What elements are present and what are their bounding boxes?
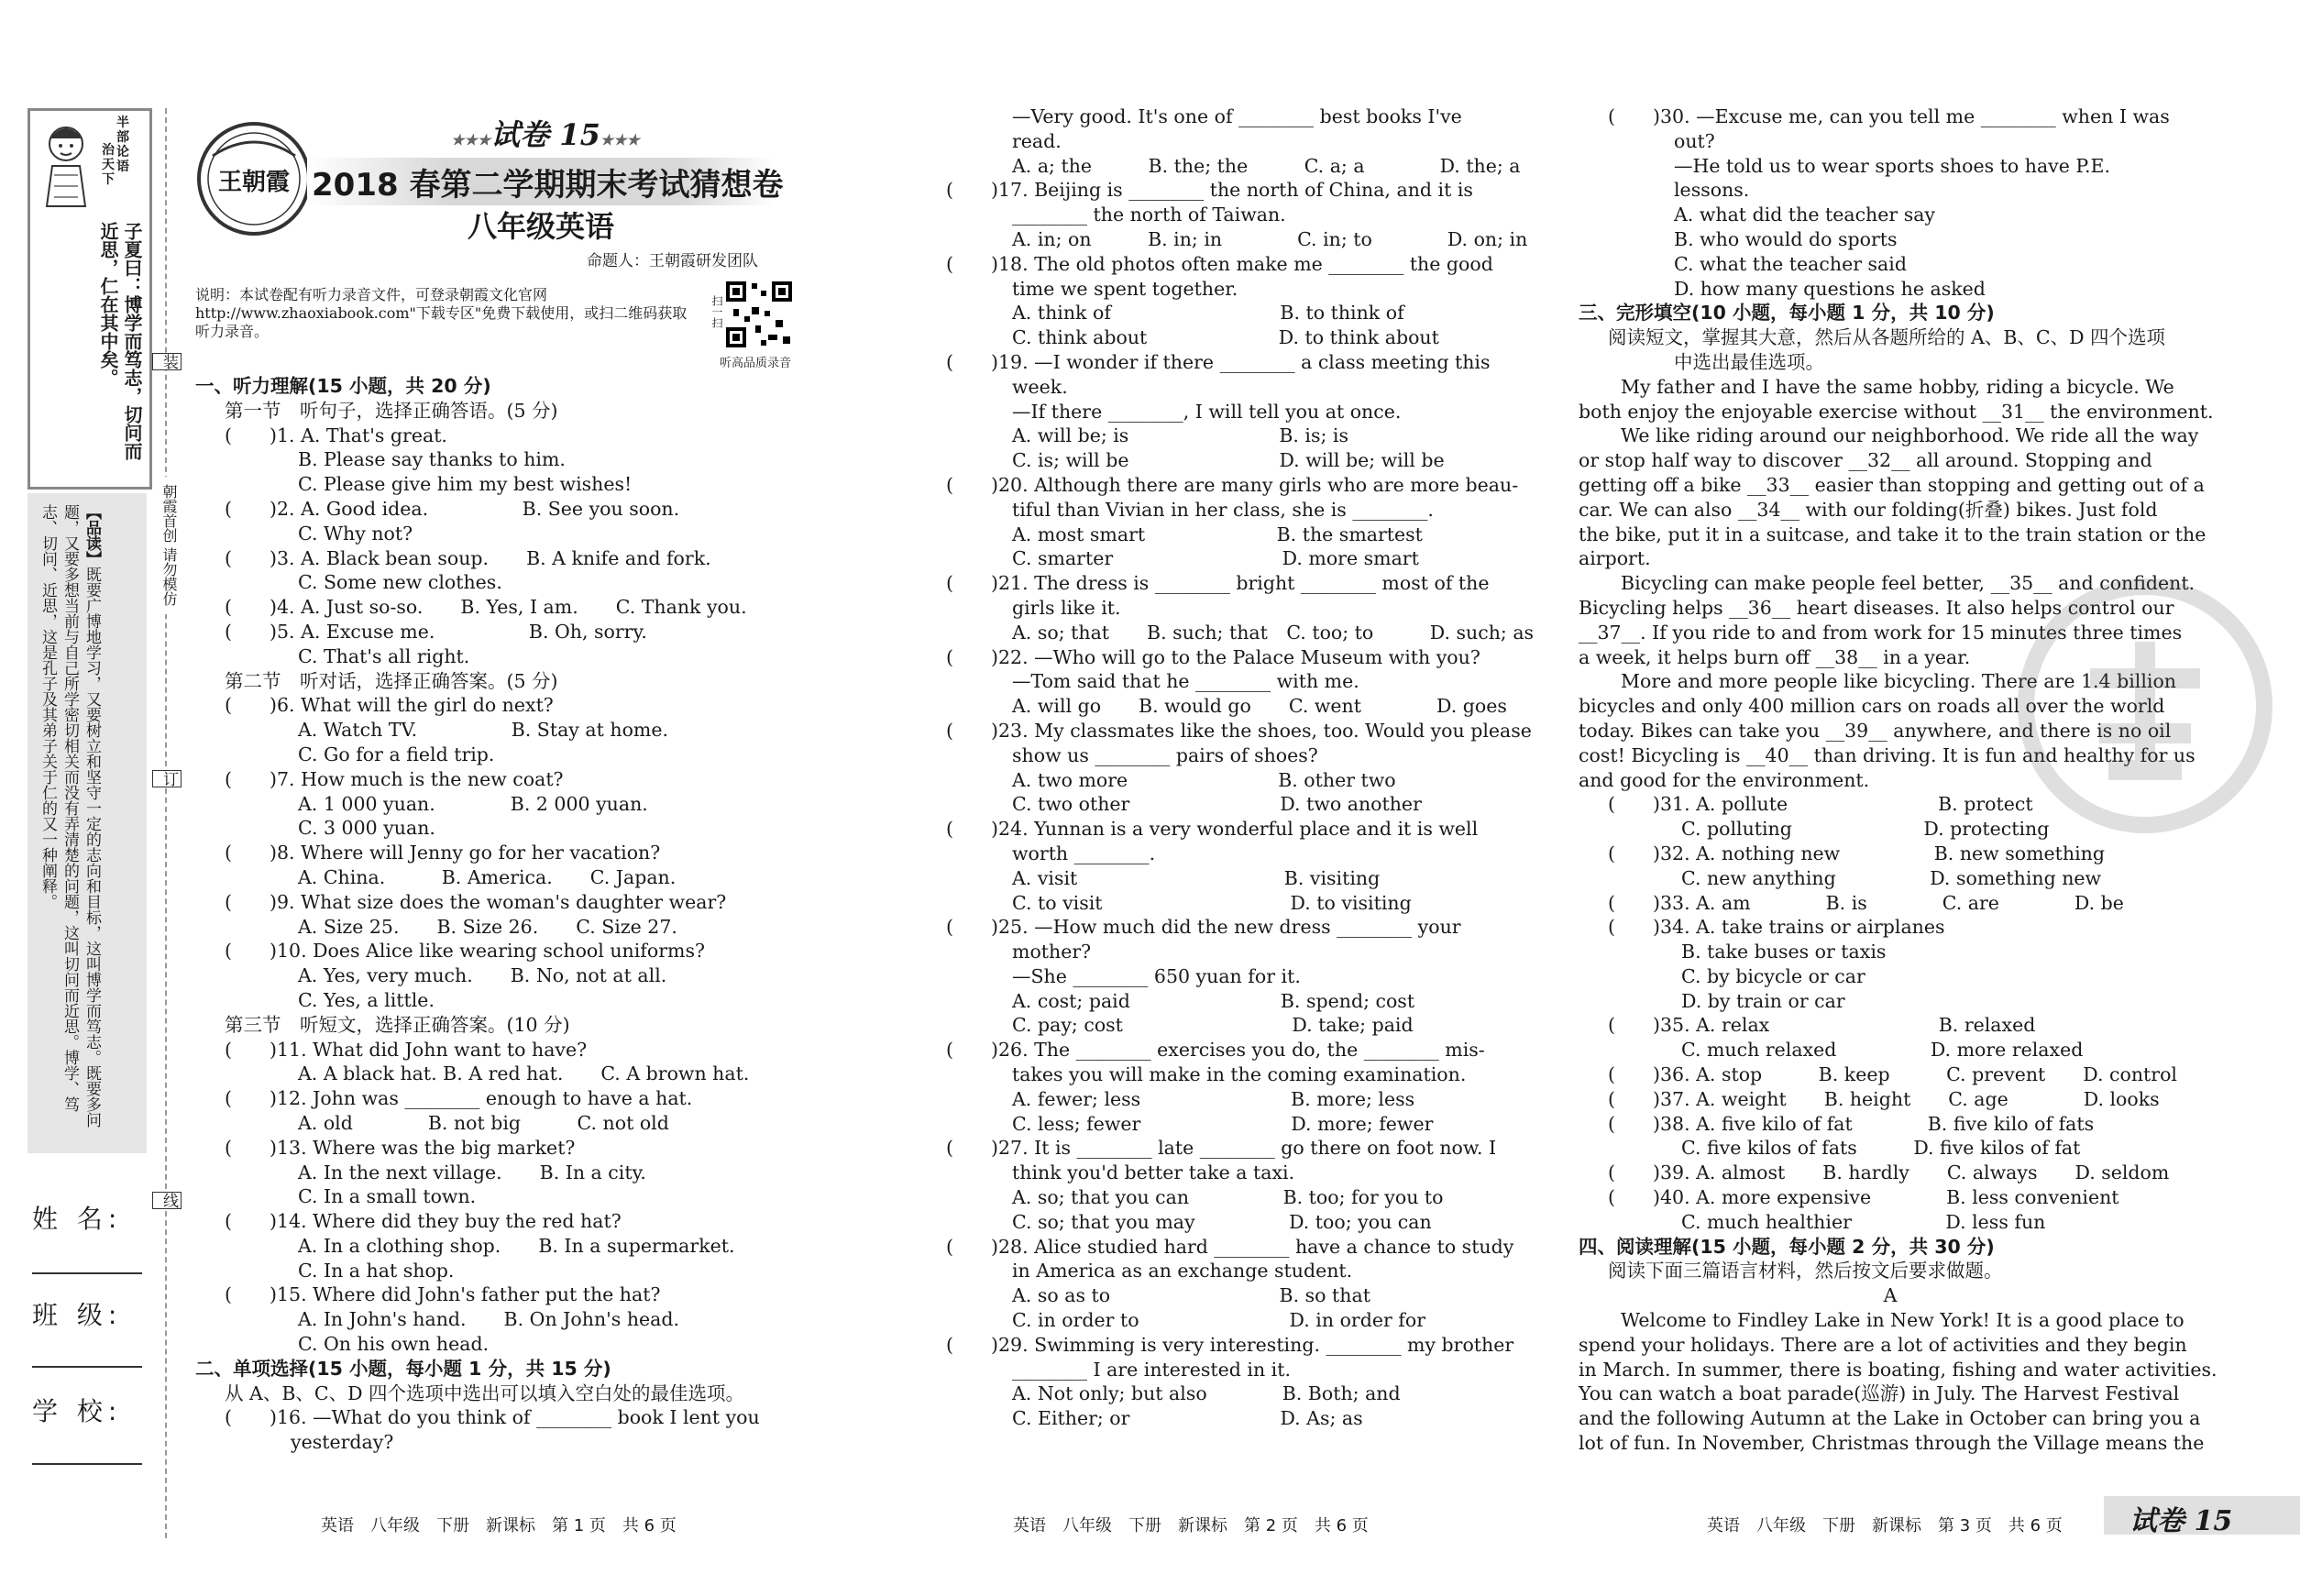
text-line: 第一节 听句子，选择正确答语。(5 分) [225, 399, 558, 422]
school-label: 学 校: [32, 1396, 123, 1426]
scan-label: 扫一扫 [710, 295, 723, 328]
text-line: You can watch a boat parade(巡游) in July. The Harvest Festival [1579, 1382, 2180, 1405]
text-line: C. five kilos of fats D. five kilos of fat [1681, 1137, 2081, 1160]
text-line: time we spent together. [1012, 277, 1238, 300]
text-line: bicycles and only 400 million cars on roads all over the world [1579, 695, 2165, 718]
text-line: ( )36. A. stop B. keep C. prevent D. control [1608, 1063, 2177, 1086]
text-line: A. 1 000 yuan. B. 2 000 yuan. [298, 792, 648, 815]
header-note: 说明：本试卷配有听力录音文件，可登录朝霞文化官网http://www.zhaoxiabook.com"下载专区"免费下载使用，或扫二维码获取听力录音。 [195, 286, 688, 340]
bind-mark: 装 [152, 353, 182, 370]
text-line: B. Please say thanks to him. [298, 448, 566, 471]
text-line: ( )4. A. Just so-so. B. Yes, I am. C. Thank you. [225, 596, 747, 619]
text-line: A. a; the B. the; the C. a; a D. the; a [1012, 154, 1521, 177]
text-line: C. In a small town. [298, 1185, 477, 1208]
text-line: A. will be; is B. is; is [1012, 424, 1348, 447]
name-field[interactable] [32, 1272, 142, 1274]
qr-code-icon [724, 280, 794, 349]
text-line: spend your holidays. There are a lot of activities and they begin [1579, 1333, 2187, 1356]
badge-char: 论 [116, 145, 129, 160]
pindu-body: 既要广博地学习，又要树立和坚守一定的志向和目标，这叫博学而笃志。既要多问题，又要多想当前与自己所学密切相关而没有弄清楚的问题，这叫切问而近思。博学、笃志、切问、近思，这是孔子及其弟子关于仁的又一种阐释。 [39, 504, 101, 1128]
text-line: today. Bikes can take you __39__ anywhere, and there is no oil [1579, 719, 2172, 742]
exam-title: 2018 春第二学期期末考试猜想卷 [312, 167, 784, 204]
paper-label: ★★★试卷 15★★★ [451, 117, 640, 152]
text-line: —She ________ 650 yuan for it. [1012, 964, 1301, 987]
class-field[interactable] [32, 1366, 142, 1368]
text-line: A. old B. not big C. not old [298, 1111, 669, 1134]
school-field[interactable] [32, 1463, 142, 1465]
text-line: A. In the next village. B. In a city. [298, 1161, 646, 1183]
footer-page-1: 英语 八年级 下册 新课标 第 1 页 共 6 页 [321, 1516, 677, 1535]
text-line: A. in; on B. in; in C. in; to D. on; in [1012, 227, 1528, 250]
name-label: 姓 名: [32, 1204, 123, 1234]
text-line: ( )3. A. Black bean soup. B. A knife and fork. [225, 546, 711, 569]
text-line: A. Yes, very much. B. No, not at all. [298, 964, 667, 987]
text-line: think you'd better take a taxi. [1012, 1161, 1295, 1184]
text-line: ( )23. My classmates like the shoes, too. Would you please [946, 719, 1532, 742]
pindu-box [28, 493, 147, 1153]
text-line: 中选出最佳选项。 [1674, 350, 1824, 373]
text-line: airport. [1579, 547, 1651, 570]
text-line: C. new anything D. something new [1681, 866, 2102, 889]
cartoon-icon [38, 118, 94, 210]
text-line: A. Not only; but also B. Both; and [1012, 1382, 1401, 1405]
logo [194, 119, 314, 238]
text-line: ( )6. What will the girl do next? [225, 694, 554, 717]
text-line: ( )17. Beijing is ________ the north of China, and it is [946, 179, 1473, 202]
text-line: Welcome to Findley Lake in New York! It is a good place to [1621, 1309, 2184, 1332]
exam-subtitle: 八年级英语 [467, 209, 614, 244]
text-line: A. Watch TV. B. Stay at home. [298, 719, 669, 742]
text-line: ( )40. A. more expensive B. less convenient [1608, 1186, 2119, 1209]
text-line: A. what did the teacher say [1674, 204, 1936, 226]
text-line: ( )30. —Excuse me, can you tell me ________ when I was [1608, 105, 2170, 127]
text-line: A. think of B. to think of [1012, 302, 1404, 325]
text-line: ( )31. A. pollute B. protect [1608, 793, 2033, 816]
text-line: ( )7. How much is the new coat? [225, 767, 564, 790]
text-line: lessons. [1674, 179, 1750, 202]
badge-char: 天 [102, 158, 115, 172]
text-line: C. so; that you may D. too; you can [1012, 1210, 1432, 1233]
watermark-icon [2017, 578, 2273, 834]
text-line: Bicycling can make people feel better, __35__ and confident. [1621, 572, 2195, 595]
text-line: C. much relaxed D. more relaxed [1681, 1039, 2084, 1062]
text-line: C. Either; or D. As; as [1012, 1407, 1363, 1430]
bind-mark: 订 [152, 770, 182, 787]
text-line: 从 A、B、C、D 四个选项中选出可以填入空白处的最佳选项。 [225, 1381, 745, 1404]
text-line: 一、听力理解(15 小题，共 20 分) [195, 375, 491, 397]
text-line: yesterday? [291, 1431, 394, 1454]
text-line: A. In a clothing shop. B. In a supermarket. [298, 1234, 735, 1257]
text-line: __37__. If you ride to and from work for 15 minutes three times [1579, 621, 2183, 644]
text-line: A. most smart B. the smartest [1012, 523, 1423, 545]
text-line: B. take buses or taxis [1681, 941, 1887, 963]
text-line: 三、完形填空(10 小题，每小题 1 分，共 10 分) [1579, 302, 1995, 325]
text-line: show us ________ pairs of shoes? [1012, 743, 1318, 766]
text-line: A. cost; paid B. spend; cost [1012, 989, 1415, 1012]
text-line: takes you will make in the coming examination. [1012, 1063, 1467, 1086]
class-label: 班 级: [32, 1300, 123, 1330]
text-line: ( )21. The dress is ________ bright ________ most of the [946, 572, 1490, 595]
text-line: ( )22. —Who will go to the Palace Museum with you? [946, 645, 1480, 668]
text-line: C. by bicycle or car [1681, 964, 1865, 987]
text-line: ( )33. A. am B. is C. are D. be [1608, 891, 2124, 914]
text-line: in March. In summer, there is boating, fishing and water activities. [1579, 1358, 2217, 1381]
text-line: ( )5. A. Excuse me. B. Oh, sorry. [225, 620, 647, 643]
text-line: ________ the north of Taiwan. [1012, 204, 1286, 226]
text-line: C. Please give him my best wishes! [298, 473, 633, 496]
text-line: C. Some new clothes. [298, 571, 502, 594]
bind-note: 朝霞首创 请勿模仿 [152, 477, 180, 614]
badge-char: 治 [102, 143, 115, 158]
text-line: We like riding around our neighborhood. We ride all the way [1621, 424, 2199, 447]
text-line: C. less; fewer D. more; fewer [1012, 1112, 1434, 1135]
text-line: —He told us to wear sports shoes to have P.E. [1674, 154, 2111, 177]
text-line: C. is; will be D. will be; will be [1012, 449, 1445, 472]
text-line: C. two other D. two another [1012, 793, 1422, 816]
text-line: read. [1012, 129, 1062, 152]
paper-label-text: 试卷 15 [490, 117, 600, 152]
text-line: ( )10. Does Alice like wearing school uniforms? [225, 940, 705, 963]
text-line: week. [1012, 375, 1068, 398]
text-line: 第二节 听对话，选择正确答案。(5 分) [225, 669, 558, 692]
badge-char: 半 [116, 116, 129, 130]
column-2 [917, 105, 1535, 1431]
text-line: C. Go for a field trip. [298, 743, 495, 765]
text-line: car. We can also __34__ with our folding(折叠) bikes. Just fold [1579, 498, 2158, 521]
text-line: A. China. B. America. C. Japan. [298, 865, 677, 888]
text-line: ( )26. The ________ exercises you do, the ________ mis- [946, 1039, 1485, 1062]
text-line: A. fewer; less B. more; less [1012, 1087, 1415, 1110]
badge-char: 语 [116, 160, 129, 174]
text-line: ( )1. A. That's great. [225, 424, 447, 446]
pindu-text [28, 493, 112, 1153]
text-line: A. Size 25. B. Size 26. C. Size 27. [298, 915, 677, 938]
text-line: A. In John's hand. B. On John's head. [298, 1308, 680, 1331]
text-line: D. how many questions he asked [1674, 277, 1986, 300]
text-line: ( )35. A. relax B. relaxed [1608, 1014, 2036, 1037]
text-line: and the following Autumn at the Lake in October can bring you a [1579, 1407, 2201, 1430]
text-line: ( )12. John was ________ enough to have a hat. [225, 1087, 693, 1110]
footer-page-3: 英语 八年级 下册 新课标 第 3 页 共 6 页 [1707, 1516, 2063, 1535]
text-line: —Tom said that he ________ with me. [1012, 670, 1359, 693]
text-line: B. who would do sports [1674, 227, 1898, 250]
text-line: —If there ________, I will tell you at once. [1012, 400, 1402, 423]
footer-page-2: 英语 八年级 下册 新课标 第 2 页 共 6 页 [1013, 1516, 1369, 1535]
text-line: in America as an exchange student. [1012, 1260, 1353, 1282]
text-line: Bicycling helps __36__ heart diseases. It also helps control our [1579, 596, 2174, 619]
text-line: ( )39. A. almost B. hardly C. always D. seldom [1608, 1161, 2170, 1184]
text-line: ( )34. A. take trains or airplanes [1608, 916, 1945, 939]
text-line: 第三节 听短文，选择正确答案。(10 分) [225, 1013, 570, 1036]
text-line: ( )8. Where will Jenny go for her vacation? [225, 842, 661, 864]
text-line: A. so; that you can B. too; for you to [1012, 1186, 1444, 1209]
logo-text: 王朝霞 [217, 169, 290, 196]
text-line: ( )27. It is ________ late ________ go there on foot now. I [946, 1137, 1497, 1160]
text-line: ( )19. —I wonder if there ________ a class meeting this [946, 350, 1491, 373]
text-line: or stop half way to discover __32__ all around. Stopping and [1579, 449, 2152, 472]
text-line: out? [1674, 129, 1715, 152]
text-line: 阅读短文，掌握其大意，然后从各题所给的 A、B、C、D 四个选项 [1608, 326, 2166, 349]
text-line: a week, it helps burn off __38__ in a year. [1579, 645, 1971, 668]
text-line: A. will go B. would go C. went D. goes [1012, 695, 1507, 718]
bind-mark: 线 [152, 1192, 182, 1209]
text-line: C. think about D. to think about [1012, 326, 1439, 349]
motto-text: 子夏曰：博学而笃志，切问而近思，仁在其中矣。 [97, 222, 143, 460]
text-line: C. what the teacher said [1674, 252, 1907, 275]
text-line: ( )9. What size does the woman's daughter wear? [225, 890, 727, 913]
text-line: C. On his own head. [298, 1333, 490, 1356]
text-line: A. A black hat. B. A red hat. C. A brown hat. [298, 1062, 750, 1085]
text-line: cost! Bicycling is __40__ than driving. It is fun and healthy for us [1579, 743, 2195, 766]
text-line: getting off a bike __33__ easier than stopping and getting out of a [1579, 473, 2205, 496]
text-line: C. Yes, a little. [298, 988, 435, 1011]
text-line: 四、阅读理解(15 小题，每小题 2 分，共 30 分) [1579, 1235, 1995, 1258]
text-line: More and more people like bicycling. There are 1.4 billion [1621, 670, 2177, 693]
text-line: both enjoy the enjoyable exercise without __31__ the environment. [1579, 400, 2214, 423]
pindu-label: 【品读】 [83, 504, 101, 567]
text-line: C. to visit D. to visiting [1012, 891, 1412, 914]
text-line: mother? [1012, 941, 1092, 963]
text-line: C. In a hat shop. [298, 1259, 455, 1282]
text-line: ( )13. Where was the big market? [225, 1136, 576, 1159]
binding-line [165, 108, 167, 1538]
text-line: C. in order to D. in order for [1012, 1309, 1426, 1332]
text-line: C. polluting D. protecting [1681, 818, 2050, 841]
text-line: lot of fun. In November, Christmas through the Village means the [1579, 1432, 2205, 1455]
text-line: A [1883, 1284, 1898, 1307]
text-line: C. 3 000 yuan. [298, 817, 435, 840]
text-line: ( )15. Where did John's father put the hat? [225, 1283, 661, 1306]
text-line: ( )20. Although there are many girls who are more beau- [946, 473, 1519, 496]
text-line: C. much healthier D. less fun [1681, 1210, 2046, 1233]
column-1 [195, 374, 819, 1455]
text-line: ( )16. —What do you think of ________ book I lent you [225, 1406, 760, 1429]
text-line: C. pay; cost D. take; paid [1012, 1014, 1414, 1037]
text-line: A. so; that B. such; that C. too; to D. such; as [1012, 621, 1535, 644]
text-line: ( )24. Yunnan is a very wonderful place and it is well [946, 818, 1479, 841]
motto-box [28, 108, 152, 490]
text-line: ( )11. What did John want to have? [225, 1038, 588, 1061]
corner-label [2104, 1496, 2300, 1535]
text-line: the bike, put it in a suitcase, and take it to the train station or the [1579, 523, 2206, 545]
text-line: ( )32. A. nothing new B. new something [1608, 842, 2105, 864]
text-line: 二、单项选择(15 小题，每小题 1 分，共 15 分) [195, 1357, 611, 1380]
text-line: tiful than Vivian in her class, she is ________. [1012, 498, 1434, 521]
text-line: D. by train or car [1681, 989, 1845, 1012]
text-line: ( )2. A. Good idea. B. See you soon. [225, 497, 680, 520]
text-line: worth ________. [1012, 842, 1156, 864]
text-line: ________ I are interested in it. [1012, 1358, 1291, 1381]
text-line: ( )28. Alice studied hard ________ have a chance to study [946, 1235, 1514, 1258]
text-line: A. two more B. other two [1012, 768, 1396, 791]
badge-char: 下 [102, 172, 115, 187]
text-line: girls like it. [1012, 596, 1121, 619]
text-line: C. Why not? [298, 522, 413, 545]
qr-caption: 听高品质录音 [720, 357, 792, 370]
text-line: 阅读下面三篇语言材料，然后按文后要求做题。 [1608, 1260, 2003, 1282]
text-line: and good for the environment. [1579, 768, 1870, 791]
badge [102, 116, 144, 212]
text-line: C. That's all right. [298, 644, 470, 667]
corner-label-text: 试卷 15 [2129, 1505, 2233, 1537]
author-line: 命题人：王朝霞研发团队 [587, 252, 758, 270]
text-line: ( )18. The old photos often make me ________ the good [946, 252, 1493, 275]
text-line: C. smarter D. more smart [1012, 547, 1419, 570]
text-line: ( )37. A. weight B. height C. age D. looks [1608, 1087, 2160, 1110]
text-line: —Very good. It's one of ________ best books I've [1012, 105, 1462, 127]
text-line: A. so as to B. so that [1012, 1284, 1370, 1307]
text-line: ( )38. A. five kilo of fat B. five kilo of fats [1608, 1112, 2095, 1135]
text-line: ( )14. Where did they buy the red hat? [225, 1210, 622, 1233]
left-sidebar [28, 108, 151, 1593]
text-line: ( )25. —How much did the new dress ________ your [946, 916, 1461, 939]
badge-char: 部 [116, 130, 129, 145]
text-line: ( )29. Swimming is very interesting. ________ my brother [946, 1333, 1514, 1356]
text-line: A. visit B. visiting [1012, 866, 1381, 889]
text-line: My father and I have the same hobby, riding a bicycle. We [1621, 375, 2174, 398]
